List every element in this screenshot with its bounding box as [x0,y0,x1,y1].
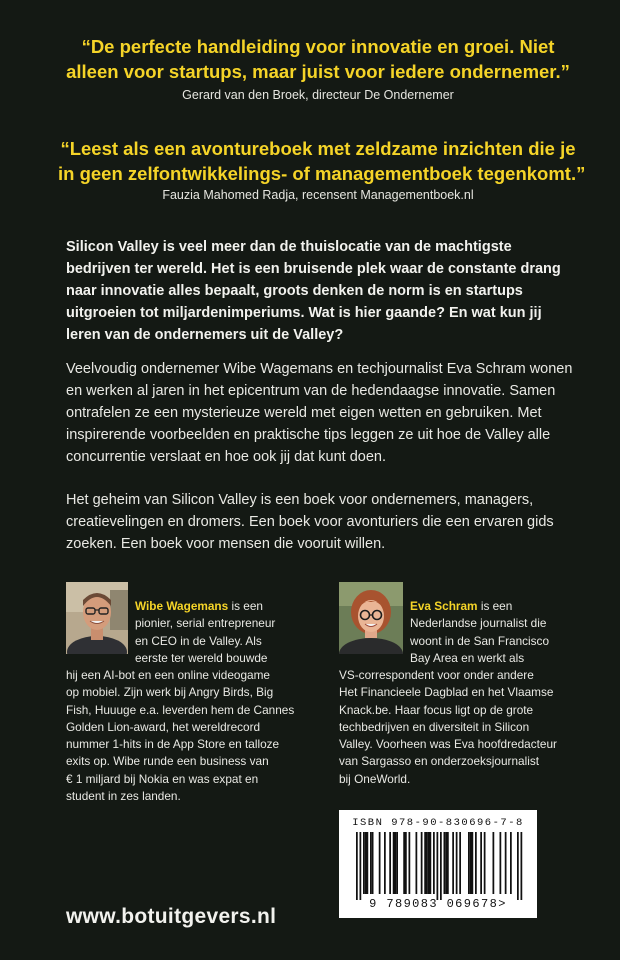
barcode-bar [428,832,430,894]
barcode-bar [475,832,477,894]
barcode-bar [389,832,391,894]
paragraph-line: en werken al jaren in het epicentrum van de hedendaagse innovatie. Samen [66,383,556,399]
author-bio-wibe [135,598,275,667]
barcode-digits: 9 789083 069678 [369,897,499,911]
bio-line: van Sargasso en onderzoeksjournalist [339,754,540,769]
bio-line: Het Financieele Dagblad en het Vlaamse [339,685,554,700]
barcode-bar [456,832,458,894]
paragraph-line: ontrafelen ze een mysterieuze wereld met eigen wetten en gebruiken. Met [66,405,542,421]
author-bio-wibe-cont [66,667,294,805]
bio-line: nummer 1-hits in de App Store en talloze [66,737,280,752]
intro-line: Silicon Valley is veel meer dan de thuislocatie van de machtigste [66,239,512,255]
barcode-bar [484,832,486,894]
paragraph-line: zoeken. Een boek voor mensen die vooruit willen. [66,536,386,552]
paragraph-line: concurrentie verslaat en hoe ook jij dat kunt doen. [66,449,387,465]
barcode-bar [440,832,442,900]
barcode-bar [433,832,435,894]
barcode-bar [505,832,507,894]
bio-line: Nederlandse journalist die [410,616,547,631]
quote-1-line-2: alleen voor startups, maar juist voor iedere ondernemer.” [66,61,570,82]
barcode-bar [468,832,470,894]
barcode-bar [437,832,439,900]
barcode-bar [379,832,381,894]
isbn-barcode [339,810,537,918]
intro-paragraph [66,236,586,346]
barcode-bar [403,832,405,894]
barcode-arrow: > [498,897,507,911]
barcode-bar [367,832,369,894]
intro-line: bedrijven ter wereld. Het is een bruisende plek waar de constante drang [66,261,561,277]
barcode-bar [384,832,386,894]
bio-line: eerste ter wereld bouwde [135,650,268,665]
quote-2 [58,136,586,186]
body-paragraph-audience [66,489,586,555]
barcode-bar [447,832,449,894]
bio-line: Bay Area en werkt als [410,650,525,665]
bio-line: Valley. Voorheen was Eva hoofdredacteur [339,737,557,752]
intro-line: leren van de ondernemers uit de Valley? [66,327,344,343]
bio-line: op mobiel. Zijn werk bij Angry Birds, Big [66,685,274,700]
author-bio-eva [410,598,549,667]
barcode-bar [517,832,519,900]
barcode-bar [372,832,374,894]
barcode-bar [356,832,358,900]
barcode-bar [421,832,423,894]
author-bio-eva-cont [339,667,557,788]
bio-first-line [410,598,549,615]
bio-line: is een [477,599,513,613]
paragraph-line: Het geheim van Silicon Valley is een boek voor ondernemers, managers, [66,492,534,508]
quote-2-line-2: in geen zelfontwikkelings- of managementboek tegenkomt.” [58,163,586,184]
barcode-bar [470,832,472,894]
quote-1-line-1: “De perfecte handleiding voor innovatie en groei. Niet [81,36,555,57]
publisher-website[interactable]: www.botuitgevers.nl [66,905,277,928]
barcode-bar [430,832,432,894]
barcode-bar [365,832,367,894]
barcode-bar [405,832,407,894]
barcode-bar [493,832,495,894]
barcode-bar [480,832,482,894]
barcode-bar [393,832,395,894]
author-photo-eva [339,582,403,654]
bio-line: pionier, serial entrepreneur [135,616,276,631]
bio-line: bij OneWorld. [339,771,411,786]
bio-line: Knack.be. Haar focus ligt op de grote [339,702,534,717]
intro-line: naar innovatie alles bepaalt, groots denken de norm is en startups [66,283,523,299]
bio-first-line [135,598,275,615]
barcode-bar [452,832,454,894]
bio-line: VS-correspondent voor onder andere [339,668,534,682]
paragraph-line: creatievelingen en dromers. Een boek voor avonturiers die een ervaren gids [66,514,554,530]
barcode-bar [459,832,461,894]
bio-line: student in zes landen. [66,789,181,804]
barcode-digits-row [339,897,537,911]
author-photo-wibe [66,582,128,654]
barcode-bar [363,832,365,894]
barcode-bar [445,832,447,894]
quote-1 [58,34,578,84]
author-name-wibe: Wibe Wagemans [135,599,229,613]
barcode-bar [426,832,428,894]
bio-line: hij een AI-bot en een online videogame [66,668,270,682]
bio-line: € 1 miljard bij Nokia en was expat en [66,771,259,786]
barcode-bar [424,832,426,894]
quote-2-line-1: “Leest als een avontureboek met zeldzame inzichten die je [60,138,576,159]
bio-line: techbedrijven en diversiteit in Silicon [339,719,530,734]
barcode-bar [416,832,418,894]
bio-line: en CEO in de Valley. Als [135,633,262,648]
barcode-bar [510,832,512,894]
bio-line: Golden Lion-award, het wereldrecord [66,719,261,734]
isbn-label: ISBN 978-90-830696-7-8 [352,817,524,829]
barcode-bar [370,832,372,894]
barcode-bar [472,832,474,894]
body-paragraph-authors [66,358,586,468]
bio-line: Fish, Huuuge e.a. leverden hem de Cannes [66,702,295,717]
bio-line: exits op. Wibe runde een business van [66,754,269,769]
barcode-bar [521,832,523,900]
barcode-bar [360,832,362,900]
barcode-bar [444,832,446,894]
barcode-bar [409,832,411,894]
quote-2-attribution: Fauzia Mahomed Radja, recensent Managementboek.nl [162,188,474,202]
barcode-bar [396,832,398,894]
barcode-bar [500,832,502,894]
intro-line: uitgroeien tot miljardenimperiums. Wat is hier gaande? En wat kun jij [66,305,542,321]
barcode-bar [395,832,397,894]
paragraph-line: inspirerende voorbeelden en praktische tips leggen ze uit hoe de Valley alle [66,427,551,443]
paragraph-line: Veelvoudig ondernemer Wibe Wagemans en techjournalist Eva Schram wonen [66,361,573,377]
author-name-eva: Eva Schram [410,599,478,613]
quote-1-attribution: Gerard van den Broek, directeur De Ondernemer [182,88,454,102]
bio-line: woont in de San Francisco [410,633,550,648]
bio-line: is een [228,599,263,613]
